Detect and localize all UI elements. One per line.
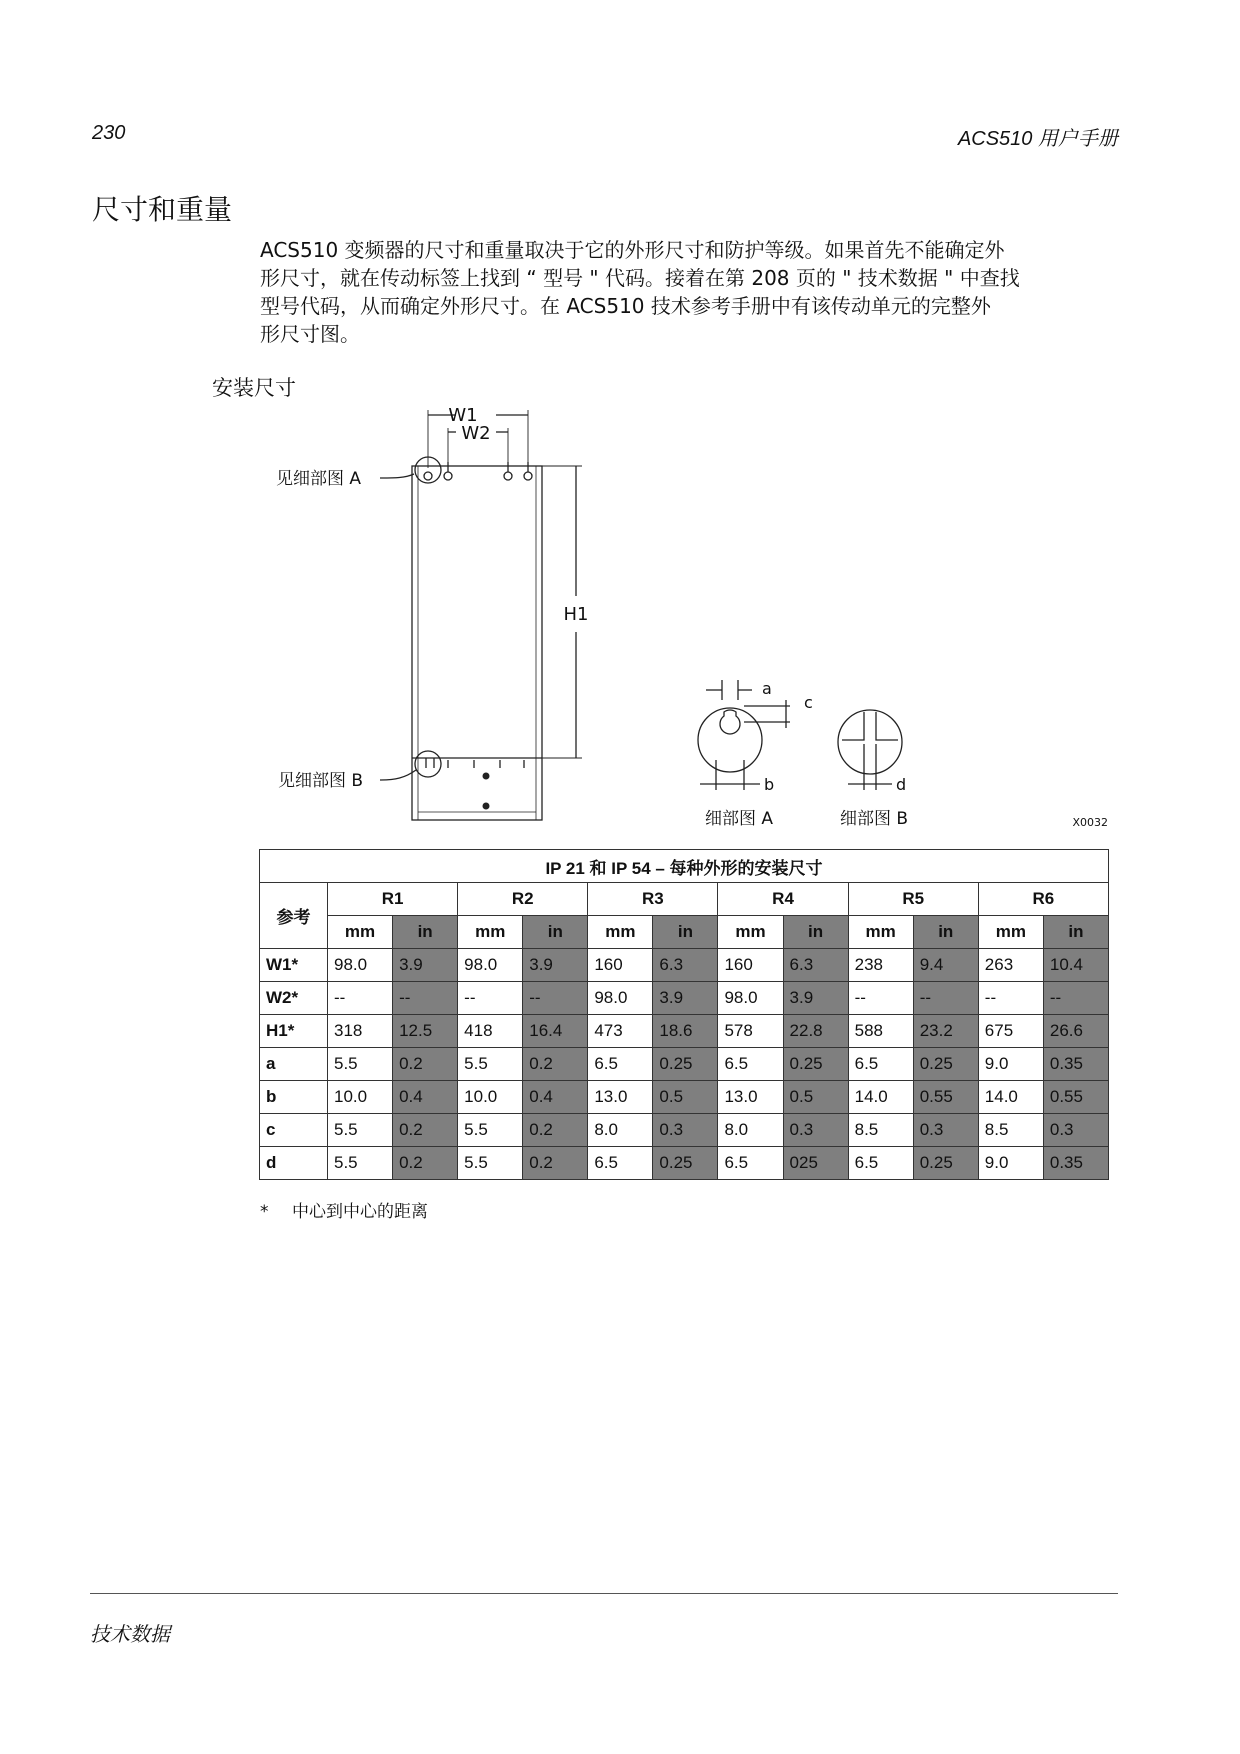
value-in: 0.3 bbox=[913, 1114, 978, 1147]
value-mm: 13.0 bbox=[588, 1081, 653, 1114]
value-mm: 8.0 bbox=[588, 1114, 653, 1147]
row-ref: a bbox=[260, 1048, 328, 1081]
value-in: 18.6 bbox=[653, 1015, 718, 1048]
value-mm: 473 bbox=[588, 1015, 653, 1048]
value-mm: 578 bbox=[718, 1015, 783, 1048]
value-in: 0.2 bbox=[393, 1048, 458, 1081]
value-in: 0.4 bbox=[523, 1081, 588, 1114]
unit-header-mm: mm bbox=[718, 916, 783, 949]
value-in: 0.25 bbox=[653, 1147, 718, 1180]
value-in: 3.9 bbox=[393, 949, 458, 982]
value-in: 0.5 bbox=[653, 1081, 718, 1114]
row-ref: H1* bbox=[260, 1015, 328, 1048]
value-mm: 5.5 bbox=[458, 1048, 523, 1081]
footnote-text: 中心到中心的距离 bbox=[292, 1202, 428, 1222]
value-in: 3.9 bbox=[653, 982, 718, 1015]
value-in: 0.35 bbox=[1043, 1048, 1108, 1081]
callout-a-leader bbox=[380, 474, 414, 478]
value-mm: 318 bbox=[328, 1015, 393, 1048]
footnote bbox=[260, 1197, 428, 1222]
value-mm: 6.5 bbox=[848, 1147, 913, 1180]
value-mm: 14.0 bbox=[848, 1081, 913, 1114]
intro-line: ACS510 变频器的尺寸和重量取决于它的外形尺寸和防护等级。如果首先不能确定外 bbox=[260, 238, 1005, 262]
value-in: 0.3 bbox=[653, 1114, 718, 1147]
value-mm: 8.5 bbox=[848, 1114, 913, 1147]
value-in: 0.2 bbox=[523, 1048, 588, 1081]
label-w2: W2 bbox=[461, 423, 491, 444]
unit-header-mm: mm bbox=[458, 916, 523, 949]
section-title: 尺寸和重量 bbox=[92, 193, 233, 226]
callout-detail-a: 见细部图 A bbox=[276, 469, 362, 489]
value-mm: 9.0 bbox=[978, 1048, 1043, 1081]
value-mm: 8.5 bbox=[978, 1114, 1043, 1147]
value-mm: 588 bbox=[848, 1015, 913, 1048]
figure-code: X0032 bbox=[1072, 816, 1108, 829]
value-in: 0.55 bbox=[913, 1081, 978, 1114]
value-in: -- bbox=[393, 982, 458, 1015]
value-mm: 5.5 bbox=[458, 1147, 523, 1180]
unit-header-mm: mm bbox=[978, 916, 1043, 949]
value-in: 0.55 bbox=[1043, 1081, 1108, 1114]
frame-header: R3 bbox=[588, 883, 718, 916]
value-mm: 5.5 bbox=[328, 1048, 393, 1081]
row-ref: b bbox=[260, 1081, 328, 1114]
mounting-hole bbox=[504, 472, 512, 480]
value-mm: 160 bbox=[588, 949, 653, 982]
value-in: 10.4 bbox=[1043, 949, 1108, 982]
callout-detail-b: 见细部图 B bbox=[278, 771, 364, 791]
value-mm: 6.5 bbox=[588, 1048, 653, 1081]
table-row bbox=[260, 1147, 1109, 1180]
fixing-dot bbox=[483, 773, 490, 780]
unit-row bbox=[260, 916, 1109, 949]
label-w1: W1 bbox=[448, 405, 478, 426]
table-row bbox=[260, 1081, 1109, 1114]
value-in: 12.5 bbox=[393, 1015, 458, 1048]
value-mm: 6.5 bbox=[718, 1147, 783, 1180]
value-in: 23.2 bbox=[913, 1015, 978, 1048]
value-in: 0.25 bbox=[913, 1147, 978, 1180]
frame-header: R6 bbox=[978, 883, 1108, 916]
value-mm: 675 bbox=[978, 1015, 1043, 1048]
value-in: 3.9 bbox=[783, 982, 848, 1015]
value-mm: 98.0 bbox=[588, 982, 653, 1015]
unit-header-in: in bbox=[653, 916, 718, 949]
value-in: 0.2 bbox=[393, 1114, 458, 1147]
callout-b-leader bbox=[380, 770, 416, 780]
table-caption: IP 21 和 IP 54 – 每种外形的安装尺寸 bbox=[260, 850, 1109, 883]
table-row bbox=[260, 1048, 1109, 1081]
value-mm: 238 bbox=[848, 949, 913, 982]
table-row bbox=[260, 1114, 1109, 1147]
value-in: 6.3 bbox=[653, 949, 718, 982]
value-in: 16.4 bbox=[523, 1015, 588, 1048]
mounting-drawing bbox=[0, 0, 1240, 840]
mounting-title: 安装尺寸 bbox=[212, 376, 296, 400]
value-mm: -- bbox=[848, 982, 913, 1015]
value-in: 0.3 bbox=[783, 1114, 848, 1147]
frame-header: R4 bbox=[718, 883, 848, 916]
value-in: 6.3 bbox=[783, 949, 848, 982]
value-in: -- bbox=[913, 982, 978, 1015]
footer-label: 技术数据 bbox=[90, 1622, 170, 1646]
keyhole-slot bbox=[720, 710, 740, 734]
value-in: 0.4 bbox=[393, 1081, 458, 1114]
value-mm: 10.0 bbox=[328, 1081, 393, 1114]
label-h1: H1 bbox=[563, 604, 589, 625]
detail-b-circle bbox=[838, 710, 902, 774]
footer-rule bbox=[90, 1593, 1118, 1594]
value-mm: -- bbox=[458, 982, 523, 1015]
intro-line: 形尺寸，就在传动标签上找到 “ 型号 " 代码。接着在第 208 页的 " 技术数据 " 中查找 bbox=[260, 266, 1020, 290]
value-mm: 418 bbox=[458, 1015, 523, 1048]
detail-b-caption: 细部图 B bbox=[840, 809, 909, 829]
mounting-dimensions-table bbox=[259, 849, 1109, 1180]
value-mm: 14.0 bbox=[978, 1081, 1043, 1114]
value-in: 0.2 bbox=[393, 1147, 458, 1180]
page-number: 230 bbox=[92, 122, 126, 144]
unit-header-in: in bbox=[393, 916, 458, 949]
value-in: 0.25 bbox=[653, 1048, 718, 1081]
value-in: -- bbox=[1043, 982, 1108, 1015]
value-mm: 160 bbox=[718, 949, 783, 982]
detail-b-marker bbox=[415, 751, 441, 777]
value-mm: 6.5 bbox=[588, 1147, 653, 1180]
value-mm: 98.0 bbox=[718, 982, 783, 1015]
fixing-dot bbox=[483, 803, 490, 810]
value-mm: 5.5 bbox=[458, 1114, 523, 1147]
value-mm: 98.0 bbox=[458, 949, 523, 982]
value-in: 0.25 bbox=[913, 1048, 978, 1081]
row-ref: W1* bbox=[260, 949, 328, 982]
row-ref: d bbox=[260, 1147, 328, 1180]
footnote-marker: * bbox=[260, 1202, 269, 1222]
dim-label-d: d bbox=[896, 775, 907, 794]
value-in: 025 bbox=[783, 1147, 848, 1180]
value-in: 9.4 bbox=[913, 949, 978, 982]
value-mm: 6.5 bbox=[718, 1048, 783, 1081]
value-mm: 10.0 bbox=[458, 1081, 523, 1114]
value-in: 3.9 bbox=[523, 949, 588, 982]
value-in: 0.5 bbox=[783, 1081, 848, 1114]
value-in: 0.35 bbox=[1043, 1147, 1108, 1180]
value-mm: 5.5 bbox=[328, 1147, 393, 1180]
row-ref: c bbox=[260, 1114, 328, 1147]
ref-header: 参考 bbox=[260, 883, 328, 949]
drive-housing-outline bbox=[412, 466, 542, 820]
value-in: 0.2 bbox=[523, 1147, 588, 1180]
detail-a-circle bbox=[698, 708, 762, 772]
unit-header-in: in bbox=[523, 916, 588, 949]
mounting-hole bbox=[444, 472, 452, 480]
value-in: 22.8 bbox=[783, 1015, 848, 1048]
value-mm: -- bbox=[328, 982, 393, 1015]
row-ref: W2* bbox=[260, 982, 328, 1015]
table-row bbox=[260, 1015, 1109, 1048]
unit-header-in: in bbox=[1043, 916, 1108, 949]
table-row bbox=[260, 982, 1109, 1015]
value-in: -- bbox=[523, 982, 588, 1015]
value-in: 0.25 bbox=[783, 1048, 848, 1081]
value-mm: 13.0 bbox=[718, 1081, 783, 1114]
value-in: 26.6 bbox=[1043, 1015, 1108, 1048]
intro-line: 形尺寸图。 bbox=[260, 322, 360, 346]
detail-a-caption: 细部图 A bbox=[705, 809, 774, 829]
value-mm: 263 bbox=[978, 949, 1043, 982]
unit-header-mm: mm bbox=[328, 916, 393, 949]
manual-title: ACS510 用户手册 bbox=[957, 128, 1118, 150]
dim-label-a: a bbox=[762, 679, 772, 698]
unit-header-mm: mm bbox=[848, 916, 913, 949]
mounting-hole bbox=[424, 472, 432, 480]
value-mm: 98.0 bbox=[328, 949, 393, 982]
value-in: 0.3 bbox=[1043, 1114, 1108, 1147]
value-mm: 8.0 bbox=[718, 1114, 783, 1147]
frame-header: R1 bbox=[328, 883, 458, 916]
value-in: 0.2 bbox=[523, 1114, 588, 1147]
value-mm: 5.5 bbox=[328, 1114, 393, 1147]
table-row bbox=[260, 949, 1109, 982]
unit-header-mm: mm bbox=[588, 916, 653, 949]
intro-line: 型号代码，从而确定外形尺寸。在 ACS510 技术参考手册中有该传动单元的完整外 bbox=[260, 294, 991, 318]
value-mm: 6.5 bbox=[848, 1048, 913, 1081]
table-body bbox=[260, 949, 1109, 1180]
value-mm: -- bbox=[978, 982, 1043, 1015]
unit-header-in: in bbox=[913, 916, 978, 949]
frame-header: R5 bbox=[848, 883, 978, 916]
frame-header: R2 bbox=[458, 883, 588, 916]
dim-label-b: b bbox=[764, 775, 775, 794]
unit-header-in: in bbox=[783, 916, 848, 949]
mounting-hole bbox=[524, 472, 532, 480]
dim-label-c: c bbox=[804, 693, 813, 712]
value-mm: 9.0 bbox=[978, 1147, 1043, 1180]
